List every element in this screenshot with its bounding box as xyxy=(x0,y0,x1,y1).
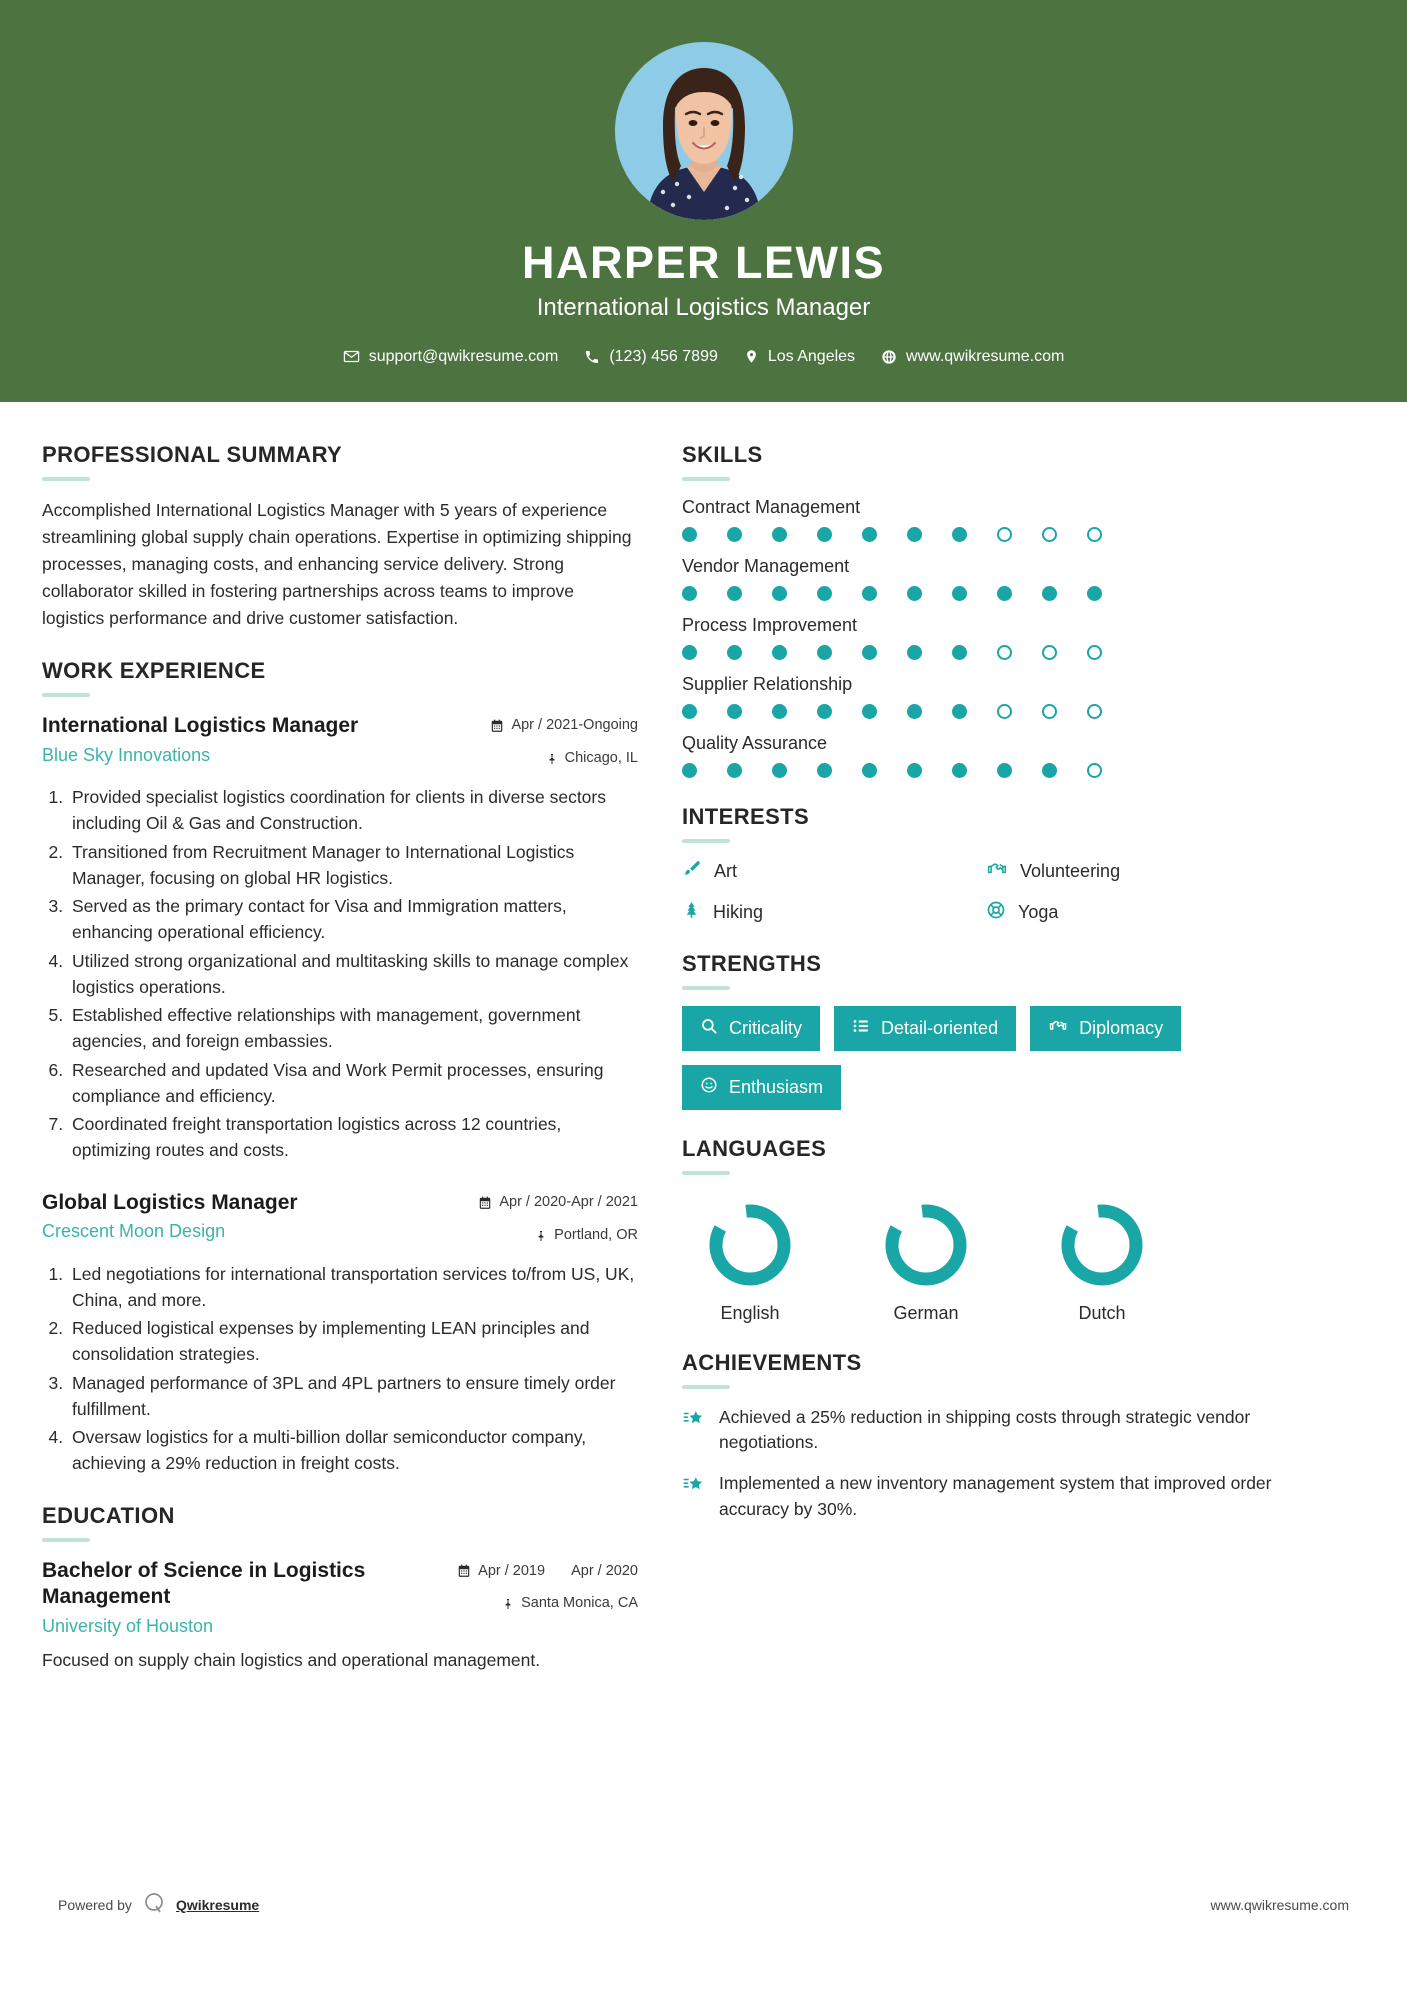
qwikresume-logo-icon xyxy=(142,1891,166,1918)
skill-dot xyxy=(682,527,697,542)
work-entry-head xyxy=(42,1190,638,1247)
language-ring xyxy=(880,1199,972,1291)
work-role: Global Logistics Manager xyxy=(42,1190,298,1214)
work-bullet: 3. Managed performance of 3PL and 4PL partners to ensure timely order fulfillment. xyxy=(68,1370,638,1423)
section-work-experience xyxy=(42,658,638,1477)
work-bullet: 1. Provided specialist logistics coordination for clients in diverse sectors including Oil & Gas and Construction. xyxy=(68,784,638,837)
work-meta xyxy=(478,1190,638,1247)
skill-dot xyxy=(1042,704,1057,719)
strength-label: Diplomacy xyxy=(1079,1017,1164,1038)
contact-location xyxy=(744,348,855,366)
strength-chip-enthusiasm xyxy=(682,1065,841,1110)
strength-label: Detail-oriented xyxy=(881,1017,999,1038)
section-languages xyxy=(682,1136,1280,1324)
header-subtitle: International Logistics Manager xyxy=(536,293,871,321)
interest-item xyxy=(682,900,976,925)
skill-dot xyxy=(907,763,922,778)
education-date-end: Apr / 2020 xyxy=(571,1562,638,1579)
work-bullet: 7. Coordinated freight transportation logistics across 12 countries, optimizing routes and costs. xyxy=(68,1111,638,1164)
education-date-start: Apr / 2019 xyxy=(478,1562,546,1579)
skill-dot xyxy=(682,645,697,660)
skill-row xyxy=(682,674,1280,719)
skill-dot xyxy=(907,527,922,542)
contact-email-text: support@qwikresume.com xyxy=(368,347,559,365)
education-entry xyxy=(42,1558,638,1673)
skill-dot xyxy=(1087,763,1102,778)
language-label: Dutch xyxy=(1078,1302,1126,1323)
resume-body xyxy=(0,402,1407,1699)
skill-dot xyxy=(682,704,697,719)
skill-dot xyxy=(1042,763,1057,778)
qwikresume-link[interactable]: Qwikresume xyxy=(175,1896,260,1913)
skill-dot xyxy=(862,586,877,601)
work-bullet: 1. Led negotiations for international transportation services to/from US, UK, China, and more. xyxy=(68,1261,638,1314)
work-entry xyxy=(42,713,638,1164)
skill-label: Supplier Relationship xyxy=(682,673,853,694)
skill-dot xyxy=(997,645,1012,660)
strength-chip-diplomacy xyxy=(1030,1006,1181,1051)
skill-dot xyxy=(862,645,877,660)
tree-icon xyxy=(682,900,701,925)
skill-dot xyxy=(1087,527,1102,542)
education-location-text: Santa Monica, CA xyxy=(521,1594,638,1611)
strength-chip-detail-oriented xyxy=(834,1006,1016,1051)
skill-dot xyxy=(862,704,877,719)
skill-dot xyxy=(862,763,877,778)
interest-label: Hiking xyxy=(713,901,764,922)
skill-dot xyxy=(817,704,832,719)
skill-dot xyxy=(1042,645,1057,660)
work-date-line xyxy=(490,717,638,737)
work-entry-head xyxy=(42,713,638,770)
footer-website[interactable]: www.qwikresume.com xyxy=(1210,1896,1349,1913)
skill-dot xyxy=(997,527,1012,542)
section-rule xyxy=(42,477,90,481)
work-bullet: 4. Utilized strong organizational and multitasking skills to manage complex logistics operations. xyxy=(68,948,638,1001)
page-title: HARPER LEWIS xyxy=(521,237,885,288)
calendar-icon xyxy=(490,717,504,737)
handshake-icon xyxy=(1048,1017,1068,1040)
education-note: Focused on supply chain logistics and operational management. xyxy=(42,1649,541,1670)
interest-item xyxy=(682,859,976,884)
section-heading-strengths: STRENGTHS xyxy=(682,950,822,976)
skill-dot xyxy=(1042,586,1057,601)
skill-dot xyxy=(997,586,1012,601)
handshake-icon xyxy=(986,859,1008,884)
skill-dot xyxy=(952,763,967,778)
list-icon xyxy=(852,1017,870,1040)
strengths-list xyxy=(682,1006,1280,1110)
skill-rating xyxy=(682,763,1102,778)
section-heading-summary: PROFESSIONAL SUMMARY xyxy=(42,441,343,467)
skill-dot xyxy=(817,763,832,778)
globe-icon xyxy=(881,349,897,365)
skill-dot xyxy=(907,586,922,601)
work-bullet: 2. Reduced logistical expenses by implementing LEAN principles and consolidation strategies. xyxy=(68,1315,638,1368)
section-rule xyxy=(682,1171,730,1175)
education-school: University of Houston xyxy=(42,1615,214,1636)
strength-label: Criticality xyxy=(729,1017,803,1038)
skill-dot xyxy=(952,527,967,542)
education-entry-head xyxy=(42,1558,638,1637)
work-location-text: Chicago, IL xyxy=(564,750,638,767)
shooting-star-icon xyxy=(682,1471,706,1501)
work-role: International Logistics Manager xyxy=(42,714,359,738)
contact-phone-text: (123) 456 7899 xyxy=(609,347,718,365)
skill-dot xyxy=(997,704,1012,719)
contact-email[interactable] xyxy=(343,348,559,366)
skill-row xyxy=(682,497,1280,542)
section-rule xyxy=(682,986,730,990)
work-company: Crescent Moon Design xyxy=(42,1221,226,1242)
strength-chip-criticality xyxy=(682,1006,820,1051)
powered-by xyxy=(58,1891,259,1918)
skill-dot xyxy=(682,586,697,601)
section-heading-education: EDUCATION xyxy=(42,1502,175,1528)
lifebuoy-icon xyxy=(986,900,1006,925)
work-location-line xyxy=(478,1227,638,1247)
avatar-photo xyxy=(615,42,793,220)
envelope-icon xyxy=(343,348,360,365)
languages-list xyxy=(682,1191,1280,1324)
skill-dot xyxy=(952,704,967,719)
section-skills xyxy=(682,442,1280,778)
section-strengths xyxy=(682,951,1280,1110)
section-rule xyxy=(682,839,730,843)
achievement-item xyxy=(682,1471,1280,1522)
section-professional-summary xyxy=(42,442,638,633)
work-bullet: 4. Oversaw logistics for a multi-billion dollar semiconductor company, achieving a 29% reduction in freight costs. xyxy=(68,1424,638,1477)
section-rule xyxy=(682,477,730,481)
section-rule xyxy=(42,1538,90,1542)
section-heading-interests: INTERESTS xyxy=(682,803,810,829)
language-label: English xyxy=(720,1302,780,1323)
skill-dot xyxy=(727,586,742,601)
achievement-item xyxy=(682,1405,1280,1456)
skill-dot xyxy=(772,763,787,778)
skill-label: Process Improvement xyxy=(682,614,858,635)
avatar xyxy=(615,42,793,220)
skill-dot xyxy=(907,704,922,719)
skill-row xyxy=(682,733,1280,778)
skill-row xyxy=(682,556,1280,601)
work-company: Blue Sky Innovations xyxy=(42,744,211,765)
summary-text: Accomplished International Logistics Manager with 5 years of experience streamlining global supply chain operations. Expertise in optimizing shipping processes, managing costs, and enhancing service delivery. Strong collaborator skilled in fostering partnerships across teams to improve logistics performance and drive customer satisfaction. xyxy=(42,499,632,628)
skill-dot xyxy=(772,527,787,542)
skill-dot xyxy=(727,763,742,778)
skill-dot xyxy=(817,527,832,542)
left-column xyxy=(42,442,638,1699)
education-meta xyxy=(457,1558,638,1615)
language-item xyxy=(682,1199,818,1324)
work-bullets xyxy=(42,1261,638,1477)
contact-row xyxy=(0,348,1407,366)
skill-dot xyxy=(997,763,1012,778)
skill-dot xyxy=(817,645,832,660)
skill-dot xyxy=(772,645,787,660)
resume-header xyxy=(0,0,1407,402)
skill-label: Vendor Management xyxy=(682,555,850,576)
work-bullet: 6. Researched and updated Visa and Work Permit processes, ensuring compliance and efficiency. xyxy=(68,1057,638,1110)
magnifier-icon xyxy=(700,1017,718,1040)
skill-dot xyxy=(727,704,742,719)
smiley-icon xyxy=(700,1076,718,1099)
section-heading-work: WORK EXPERIENCE xyxy=(42,658,266,684)
language-ring xyxy=(704,1199,796,1291)
skill-dot xyxy=(727,527,742,542)
skill-rating xyxy=(682,586,1102,601)
interests-grid xyxy=(682,859,1280,925)
skill-dot xyxy=(1042,527,1057,542)
skill-label: Quality Assurance xyxy=(682,732,828,753)
pin-icon xyxy=(535,1227,547,1247)
work-bullet: 3. Served as the primary contact for Visa and Immigration matters, enhancing operational efficiency. xyxy=(68,893,638,946)
interest-label: Yoga xyxy=(1018,901,1059,922)
education-date-range xyxy=(478,1562,638,1580)
skill-dot xyxy=(817,586,832,601)
work-entry xyxy=(42,1190,638,1477)
section-heading-languages: LANGUAGES xyxy=(682,1135,827,1161)
section-rule xyxy=(42,693,90,697)
work-date-text: Apr / 2021-Ongoing xyxy=(511,717,638,734)
strength-label: Enthusiasm xyxy=(729,1076,824,1097)
work-bullets xyxy=(42,784,638,1164)
work-date-text: Apr / 2020-Apr / 2021 xyxy=(499,1193,638,1210)
skill-dot xyxy=(952,645,967,660)
page-footer xyxy=(0,1891,1407,1918)
skill-dot xyxy=(682,763,697,778)
education-location-line xyxy=(457,1595,638,1615)
skill-dot xyxy=(1087,704,1102,719)
section-rule xyxy=(682,1385,730,1389)
skill-label: Contract Management xyxy=(682,496,861,517)
pin-icon xyxy=(502,1595,514,1615)
shooting-star-icon xyxy=(682,1405,706,1435)
interest-item xyxy=(986,859,1280,884)
work-meta xyxy=(490,713,638,770)
calendar-icon xyxy=(457,1562,471,1582)
language-item xyxy=(1034,1199,1170,1324)
pin-icon xyxy=(546,750,558,770)
skill-row xyxy=(682,615,1280,660)
language-item xyxy=(858,1199,994,1324)
skill-dot xyxy=(862,527,877,542)
section-heading-skills: SKILLS xyxy=(682,441,763,467)
interest-label: Art xyxy=(714,860,738,881)
section-heading-achievements: ACHIEVEMENTS xyxy=(682,1349,862,1375)
section-achievements xyxy=(682,1350,1280,1523)
language-ring xyxy=(1056,1199,1148,1291)
skill-dot xyxy=(772,704,787,719)
skill-rating xyxy=(682,704,1102,719)
education-degree: Bachelor of Science in Logistics Management xyxy=(42,1558,366,1609)
work-entry-titles xyxy=(42,1190,462,1242)
skill-rating xyxy=(682,645,1102,660)
right-column xyxy=(682,442,1280,1549)
contact-website-text: www.qwikresume.com xyxy=(906,347,1065,365)
work-entry-titles xyxy=(42,713,474,765)
achievement-text: Implemented a new inventory management system that improved order accuracy by 30%. xyxy=(719,1473,1272,1519)
phone-icon xyxy=(584,349,600,365)
work-bullet: 2. Transitioned from Recruitment Manager to International Logistics Manager, focusing on global HR logistics. xyxy=(68,839,638,892)
language-label: German xyxy=(893,1302,959,1323)
skill-rating xyxy=(682,527,1102,542)
skill-dot xyxy=(772,586,787,601)
skill-dot xyxy=(1087,645,1102,660)
section-interests xyxy=(682,804,1280,925)
work-bullet: 5. Established effective relationships with management, government agencies, and foreign embassies. xyxy=(68,1002,638,1055)
calendar-icon xyxy=(478,1194,492,1214)
skill-dot xyxy=(907,645,922,660)
contact-phone[interactable] xyxy=(584,348,718,366)
education-date-line xyxy=(457,1562,638,1582)
achievement-text: Achieved a 25% reduction in shipping costs through strategic vendor negotiations. xyxy=(719,1406,1251,1452)
education-entry-titles xyxy=(42,1558,441,1637)
section-education xyxy=(42,1503,638,1673)
powered-by-label: Powered by xyxy=(58,1896,132,1913)
work-location-line xyxy=(490,750,638,770)
contact-location-text: Los Angeles xyxy=(767,347,856,365)
contact-website[interactable] xyxy=(881,348,1064,366)
interest-label: Volunteering xyxy=(1020,860,1121,881)
map-pin-icon xyxy=(744,348,759,365)
skill-dot xyxy=(727,645,742,660)
skill-dot xyxy=(1087,586,1102,601)
work-location-text: Portland, OR xyxy=(554,1226,638,1243)
skill-dot xyxy=(952,586,967,601)
paintbrush-icon xyxy=(682,859,702,884)
interest-item xyxy=(986,900,1280,925)
work-date-line xyxy=(478,1194,638,1214)
